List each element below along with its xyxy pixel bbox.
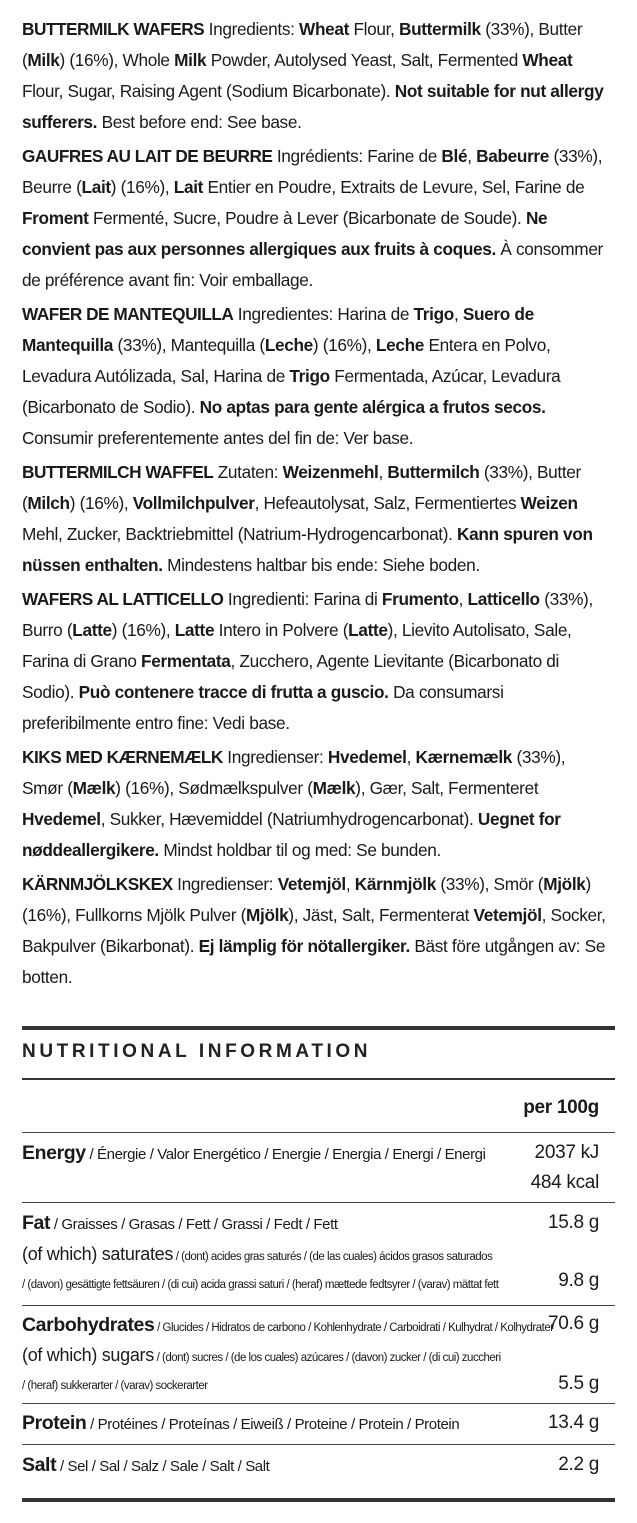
ingredient-block (22, 457, 606, 581)
ingredient-text: Mindst holdbar til og med: Se bunden. (158, 840, 441, 860)
ingredient-text: Mindestens haltbar bis ende: Siehe boden. (162, 555, 480, 575)
column-header-per-100g: per 100g (523, 1097, 599, 1118)
ingredient-allergen-text: Milk (27, 50, 60, 70)
ingredient-allergen-text: Mælk (312, 778, 356, 798)
divider-row (22, 1403, 615, 1404)
ingredient-block-title: BUTTERMILK WAFERS (22, 19, 205, 39)
nutrition-row-sugars (22, 1341, 599, 1399)
ingredient-allergen-text: Mælk (72, 778, 116, 798)
ingredient-text: Ingredienser: (222, 747, 328, 767)
ingredient-allergen-text: Trigo (289, 366, 330, 386)
protein-translations: / Protéines / Proteínas / Eiweiß / Proteine / Protein / Protein (86, 1416, 460, 1433)
ingredient-block-title: BUTTERMILCH WAFFEL (22, 462, 214, 482)
ingredient-allergen-text: Milch (27, 493, 70, 513)
ingredient-text: , (406, 747, 416, 767)
ingredient-allergen-text: Latte (348, 620, 388, 640)
ingredient-allergen-text: Trigo (413, 304, 454, 324)
energy-kj-value: 2037 kJ (534, 1142, 599, 1163)
ingredient-text: , (467, 146, 477, 166)
ingredient-allergen-text: Può contenere tracce di frutta a guscio. (78, 682, 389, 702)
ingredient-text: Ingredientes: Harina de (233, 304, 414, 324)
ingredient-text: (33%), Smör ( (435, 874, 544, 894)
protein-value: 13.4 g (547, 1412, 599, 1433)
divider-top (22, 1026, 615, 1030)
ingredient-text: Mehl, Zucker, Backtriebmittel (Natrium-Hydrogencarbonat). (22, 524, 458, 544)
sugars-translations-2: / (heraf) sukkerarter / (varav) sockerarter (22, 1380, 208, 1392)
ingredient-allergen-text: Babeurre (476, 146, 550, 166)
ingredient-allergen-text: Wheat (522, 50, 573, 70)
ingredient-allergen-text: Ej lämplig för nötallergiker. (198, 936, 410, 956)
ingredient-text: Best before end: See base. (97, 112, 302, 132)
ingredient-text: Bäst före utgången av: Se botten. (22, 936, 606, 987)
ingredient-allergen-text: Vetemjöl (277, 874, 346, 894)
ingredient-allergen-text: Uegnet for nøddeallergikere. (22, 809, 561, 860)
ingredient-text: Entera en Polvo, Levadura Autólizada, Sal, Harina de (22, 335, 551, 386)
ingredient-text: , Zucchero, Agente Lievitante (Bicarbonato di Sodio). (22, 651, 560, 702)
carbohydrates-value: 70.6 g (547, 1313, 599, 1334)
ingredient-allergen-text: Mjölk (245, 905, 289, 925)
nutrition-row-saturates (22, 1240, 599, 1298)
ingredient-text: Consumir preferentemente antes del fin de: Ver base. (22, 428, 414, 448)
nutrition-row-fat (22, 1210, 599, 1238)
ingredient-block-title: KIKS MED KÆRNEMÆLK (22, 747, 223, 767)
nutrition-row-energy (22, 1140, 599, 1193)
ingredient-text: , Socker, Bakpulver (Bikarbonat). (22, 905, 606, 956)
sugars-value: 5.5 g (558, 1373, 599, 1394)
fat-label: Fat (22, 1212, 51, 1234)
ingredient-text: (33%), Smør ( (22, 747, 566, 798)
ingredient-text: , (378, 462, 388, 482)
ingredient-text: ), Jäst, Salt, Fermenterat (288, 905, 474, 925)
ingredient-text: , (345, 874, 355, 894)
ingredient-text: Fermentada, Azúcar, Levadura (Bicarbonato de Sodio). (22, 366, 561, 417)
ingredient-block-title: KÄRNMJÖLKSKEX (22, 874, 173, 894)
ingredient-allergen-text: No aptas para gente alérgica a frutos secos. (199, 397, 546, 417)
ingredient-text: (33%), Butter ( (22, 462, 581, 513)
ingredient-allergen-text: Leche (264, 335, 313, 355)
ingredient-allergen-text: Leche (375, 335, 425, 355)
ingredient-text: , Hefeautolysat, Salz, Fermentiertes (254, 493, 521, 513)
ingredient-text: (33%), Butter ( (22, 19, 583, 70)
ingredient-allergen-text: Wheat (299, 19, 350, 39)
ingredient-text: Ingredienti: Farina di (223, 589, 382, 609)
salt-value: 2.2 g (558, 1454, 599, 1475)
ingredient-text: (33%), Mantequilla ( (113, 335, 265, 355)
ingredient-text: Ingredienser: (172, 874, 278, 894)
divider-bottom (22, 1498, 615, 1502)
ingredients-section (22, 14, 606, 993)
ingredient-allergen-text: Frumento (381, 589, 459, 609)
ingredient-text: Intero in Polvere ( (214, 620, 349, 640)
ingredient-allergen-text: Fermentata (141, 651, 231, 671)
ingredient-allergen-text: Mjölk (543, 874, 586, 894)
ingredient-text: ), Gær, Salt, Fermenteret (355, 778, 539, 798)
ingredient-allergen-text: Weizen (520, 493, 578, 513)
ingredient-allergen-text: Ne convient pas aux personnes allergiques aux fruits à coques. (22, 208, 548, 259)
ingredient-allergen-text: Froment (22, 208, 89, 228)
carbohydrates-translations: / Glucides / Hidratos de carbono / Kohlenhydrate / Carboidrati / Kulhydrat / Kolhydrater (154, 1322, 554, 1334)
ingredient-text: , Sukker, Hævemiddel (Natriumhydrogencarbonat). (100, 809, 478, 829)
ingredient-block (22, 14, 606, 138)
ingredient-allergen-text: Latte (174, 620, 215, 640)
ingredient-text: (33%), Burro ( (22, 589, 593, 640)
ingredient-allergen-text: Latte (72, 620, 112, 640)
divider-row (22, 1132, 615, 1133)
ingredient-block (22, 299, 606, 454)
ingredient-text: , (453, 304, 463, 324)
ingredient-text: , (458, 589, 468, 609)
fat-value: 15.8 g (547, 1212, 599, 1233)
ingredient-text: ) (16%), (110, 177, 174, 197)
ingredient-text: Entier en Poudre, Extraits de Levure, Sel, Farine de (203, 177, 585, 197)
sugars-label: (of which) sugars (22, 1345, 154, 1365)
ingredient-allergen-text: Blé (441, 146, 468, 166)
ingredient-block (22, 742, 606, 866)
ingredient-text: ) (16%), Whole (59, 50, 175, 70)
ingredient-allergen-text: Lait (173, 177, 204, 197)
nutrition-title: NUTRITIONAL INFORMATION (22, 1041, 372, 1062)
fat-translations: / Graisses / Grasas / Fett / Grassi / Fedt / Fett (50, 1216, 338, 1233)
salt-translations: / Sel / Sal / Salz / Sale / Salt / Salt (56, 1458, 270, 1475)
ingredient-allergen-text: Weizenmehl (282, 462, 379, 482)
ingredient-text: ) (16%), Fullkorns Mjölk Pulver ( (22, 874, 591, 925)
ingredient-allergen-text: Suero de Mantequilla (22, 304, 534, 355)
divider-header (22, 1078, 615, 1080)
ingredient-block-title: WAFERS AL LATTICELLO (22, 589, 224, 609)
ingredient-allergen-text: Lait (81, 177, 111, 197)
divider-row (22, 1305, 615, 1306)
ingredient-text: Fermenté, Sucre, Poudre à Lever (Bicarbonate de Soude). (88, 208, 526, 228)
ingredient-block (22, 869, 606, 993)
ingredient-text: Da consumarsi preferibilmente entro fine: Vedi base. (22, 682, 504, 733)
ingredient-allergen-text: Hvedemel (327, 747, 407, 767)
ingredient-text: Flour, Sugar, Raising Agent (Sodium Bicarbonate). (22, 81, 395, 101)
ingredient-block (22, 141, 606, 296)
saturates-translations-2: / (davon) gesättigte fettsäuren / (di cui) acida grassi saturi / (heraf) mættede fedtsyrer / (varav) mättat fett (22, 1279, 499, 1291)
ingredient-block-title: GAUFRES AU LAIT DE BEURRE (22, 146, 273, 166)
saturates-label: (of which) saturates (22, 1244, 174, 1264)
ingredient-text: (33%), Beurre ( (22, 146, 603, 197)
ingredient-text: Ingredients: (204, 19, 300, 39)
ingredient-allergen-text: Kann spuren von nüssen enthalten. (22, 524, 593, 575)
ingredient-allergen-text: Not suitable for nut allergy sufferers. (22, 81, 604, 132)
ingredient-text: À consommer de préférence avant fin: Voir emballage. (22, 239, 603, 290)
ingredient-allergen-text: Kærnemælk (415, 747, 513, 767)
energy-translations: / Énergie / Valor Energético / Energie / Energia / Energi / Energi (85, 1146, 486, 1163)
salt-label: Salt (22, 1454, 57, 1476)
ingredient-block-title: WAFER DE MANTEQUILLA (22, 304, 234, 324)
sugars-translations-1: / (dont) sucres / (de los cuales) azúcares / (davon) zucker / (di cui) zuccheri (153, 1352, 501, 1364)
ingredient-text: ) (16%), (69, 493, 133, 513)
ingredient-text: Zutaten: (213, 462, 283, 482)
ingredient-text: ) (16%), (312, 335, 376, 355)
divider-row (22, 1202, 615, 1203)
carbohydrates-label: Carbohydrates (22, 1314, 155, 1336)
energy-kcal-value: 484 kcal (530, 1172, 599, 1193)
ingredient-allergen-text: Latticello (467, 589, 540, 609)
nutrition-row-protein (22, 1410, 599, 1438)
ingredient-allergen-text: Hvedemel (22, 809, 101, 829)
ingredient-block (22, 584, 606, 739)
ingredient-text: Flour, (349, 19, 399, 39)
ingredient-text: Ingrédients: Farine de (272, 146, 442, 166)
ingredient-allergen-text: Buttermilk (398, 19, 481, 39)
ingredient-text: ), Lievito Autolisato, Sale, Farina di Grano (22, 620, 572, 671)
ingredient-allergen-text: Vetemjöl (473, 905, 542, 925)
ingredient-allergen-text: Vollmilchpulver (132, 493, 255, 513)
ingredient-text: ) (16%), (111, 620, 175, 640)
nutrition-row-carbohydrates (22, 1311, 599, 1342)
saturates-value: 9.8 g (558, 1270, 599, 1291)
saturates-translations-1: / (dont) acides gras saturés / (de las cuales) ácidos grasos saturados (173, 1251, 493, 1263)
energy-label: Energy (22, 1142, 86, 1164)
ingredient-text: ) (16%), Sødmælkspulver ( (115, 778, 313, 798)
ingredient-text: Powder, Autolysed Yeast, Salt, Fermented (206, 50, 523, 70)
ingredient-allergen-text: Kärnmjölk (354, 874, 436, 894)
ingredient-allergen-text: Milk (174, 50, 207, 70)
protein-label: Protein (22, 1412, 87, 1434)
ingredient-allergen-text: Buttermilch (387, 462, 480, 482)
nutrition-row-salt (22, 1452, 599, 1480)
divider-row (22, 1444, 615, 1445)
